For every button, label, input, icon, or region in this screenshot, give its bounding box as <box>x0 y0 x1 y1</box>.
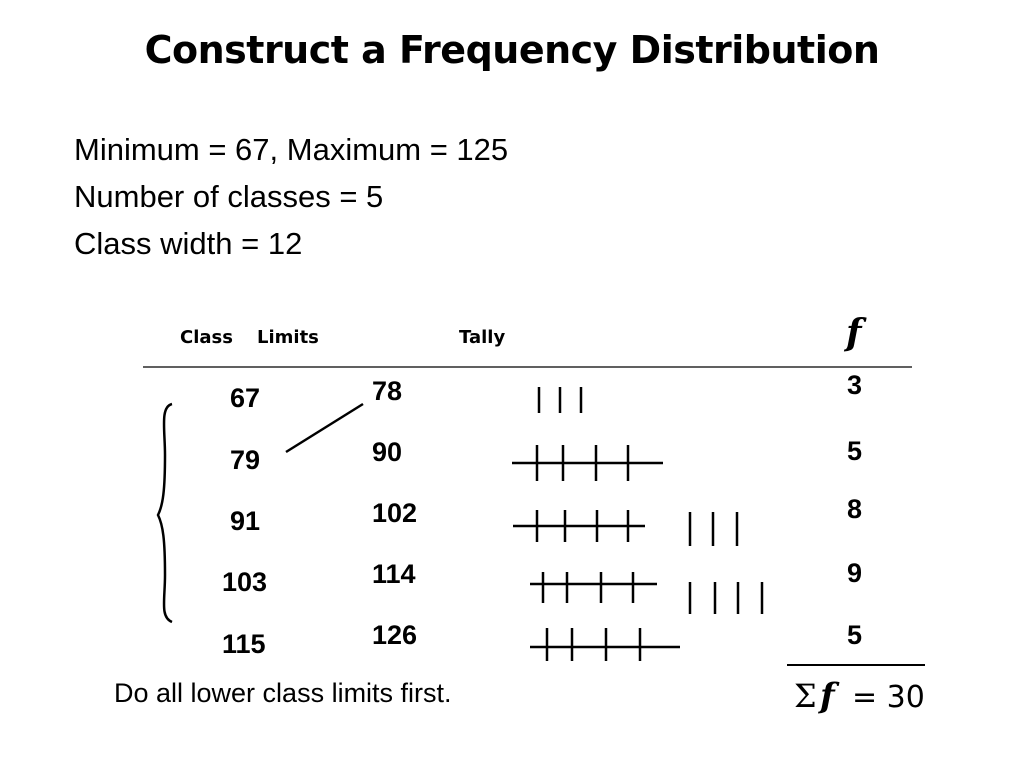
upper-limit-5: 126 <box>372 620 418 650</box>
header-class: Class <box>180 327 233 348</box>
frequency-2: 5 <box>847 436 863 466</box>
class-width-text: Class width = 12 <box>74 226 303 261</box>
instruction-note: Do all lower class limits first. <box>114 678 452 708</box>
tally-row-4 <box>530 572 762 614</box>
sum-sigma-symbol: Σ <box>794 677 817 715</box>
lower-limit-1: 67 <box>230 383 261 413</box>
header-frequency-symbol: f <box>846 312 862 354</box>
upper-limit-1: 78 <box>372 376 403 406</box>
tally-row-2 <box>512 445 663 481</box>
left-brace <box>158 404 172 622</box>
upper-limit-3: 102 <box>372 498 418 528</box>
sum-value: = 30 <box>852 680 925 715</box>
pointer-line <box>286 404 363 452</box>
tally-row-3 <box>513 510 737 546</box>
lower-limit-4: 103 <box>222 567 268 597</box>
num-classes-text: Number of classes = 5 <box>74 179 384 214</box>
upper-limit-4: 114 <box>372 559 416 589</box>
tally-row-1 <box>539 387 581 413</box>
min-max-text: Minimum = 67, Maximum = 125 <box>74 132 509 167</box>
lower-limit-3: 91 <box>230 506 261 536</box>
frequency-3: 8 <box>847 494 863 524</box>
lower-limit-5: 115 <box>222 629 266 659</box>
frequency-1: 3 <box>847 370 863 400</box>
sum-f-symbol: f <box>820 676 835 716</box>
frequency-5: 5 <box>847 620 863 650</box>
frequency-4: 9 <box>847 558 863 588</box>
lower-limit-2: 79 <box>230 445 261 475</box>
upper-limit-2: 90 <box>372 437 403 467</box>
tally-row-5 <box>530 628 680 661</box>
header-limits: Limits <box>257 327 319 348</box>
slide-title: Construct a Frequency Distribution <box>144 28 880 72</box>
header-tally: Tally <box>459 327 506 348</box>
